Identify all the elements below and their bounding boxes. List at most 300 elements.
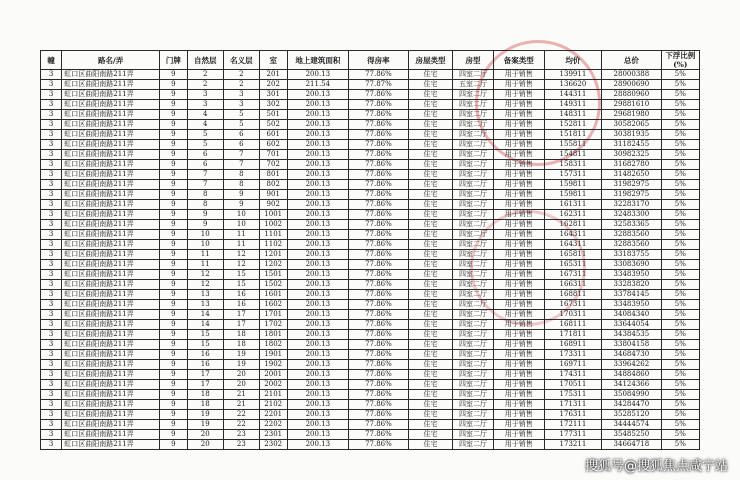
table-cell: 30982325 (602, 150, 662, 160)
table-cell: 9 (160, 360, 188, 370)
table-row (41, 210, 700, 220)
table-cell: 30381935 (602, 130, 662, 140)
table-cell: 虹口区曲阳南路211弄 (62, 70, 160, 80)
table-cell: 77.86% (349, 100, 409, 110)
table-cell: 77.86% (349, 260, 409, 270)
table-cell: 200.13 (287, 70, 349, 80)
table-cell: 77.87% (349, 80, 409, 90)
table-cell: 用于销售 (493, 350, 544, 360)
table-cell: 28000388 (602, 70, 662, 80)
table-cell: 住宅 (408, 260, 453, 270)
table-cell: 9 (223, 200, 259, 210)
table-cell: 161311 (544, 200, 601, 210)
table-cell: 用于销售 (493, 130, 544, 140)
table-cell: 77.86% (349, 370, 409, 380)
table-cell: 2 (187, 70, 223, 80)
table-cell: 164311 (544, 240, 601, 250)
table-cell: 住宅 (408, 150, 453, 160)
table-cell: 77.86% (349, 160, 409, 170)
table-cell: 用于销售 (493, 160, 544, 170)
table-cell: 5% (661, 430, 699, 440)
table-cell: 139911 (544, 70, 601, 80)
table-cell: 5% (661, 300, 699, 310)
table-cell: 5% (661, 270, 699, 280)
table-cell: 虹口区曲阳南路211弄 (62, 240, 160, 250)
table-cell: 用于销售 (493, 360, 544, 370)
table-cell: 5% (661, 310, 699, 320)
table-cell: 3 (187, 90, 223, 100)
table-cell: 5% (661, 90, 699, 100)
table-row (41, 390, 700, 400)
table-cell: 5% (661, 160, 699, 170)
table-cell: 20 (187, 430, 223, 440)
table-cell: 20 (223, 380, 259, 390)
table-cell: 用于销售 (493, 430, 544, 440)
table-cell: 601 (259, 130, 287, 140)
table-row (41, 260, 700, 270)
table-cell: 住宅 (408, 80, 453, 90)
table-cell: 用于销售 (493, 330, 544, 340)
table-cell: 77.86% (349, 280, 409, 290)
table-cell: 171811 (544, 330, 601, 340)
table-row (41, 70, 700, 80)
table-cell: 200.13 (287, 90, 349, 100)
table-cell: 5% (661, 200, 699, 210)
table-cell: 17 (187, 370, 223, 380)
column-header: 房型 (453, 51, 493, 70)
table-cell: 虹口区曲阳南路211弄 (62, 300, 160, 310)
table-row (41, 280, 700, 290)
table-cell: 虹口区曲阳南路211弄 (62, 370, 160, 380)
table-row (41, 290, 700, 300)
table-cell: 77.86% (349, 170, 409, 180)
table-cell: 136620 (544, 80, 601, 90)
table-cell: 154811 (544, 150, 601, 160)
table-cell: 168111 (544, 320, 601, 330)
table-cell: 167311 (544, 300, 601, 310)
table-cell: 3 (41, 380, 62, 390)
table-cell: 200.13 (287, 200, 349, 210)
table-cell: 用于销售 (493, 210, 544, 220)
table-cell: 虹口区曲阳南路211弄 (62, 140, 160, 150)
table-cell: 152811 (544, 120, 601, 130)
table-row (41, 220, 700, 230)
table-cell: 155811 (544, 140, 601, 150)
table-cell: 四室二厅 (453, 100, 493, 110)
table-row (41, 130, 700, 140)
table-cell: 17 (187, 380, 223, 390)
table-cell: 144311 (544, 90, 601, 100)
table-cell: 9 (187, 220, 223, 230)
table-cell: 住宅 (408, 140, 453, 150)
column-header: 路名/弄 (62, 51, 160, 70)
table-cell: 5% (661, 340, 699, 350)
table-cell: 77.86% (349, 90, 409, 100)
column-header: 均价 (544, 51, 601, 70)
table-cell: 3 (223, 100, 259, 110)
table-cell: 用于销售 (493, 170, 544, 180)
table-cell: 四室二厅 (453, 430, 493, 440)
table-cell: 四室二厅 (453, 160, 493, 170)
table-cell: 5% (661, 440, 699, 450)
table-cell: 200.13 (287, 330, 349, 340)
table-cell: 77.86% (349, 350, 409, 360)
table-cell: 9 (160, 280, 188, 290)
table-row (41, 430, 700, 440)
table-cell: 200.13 (287, 380, 349, 390)
table-cell: 虹口区曲阳南路211弄 (62, 390, 160, 400)
table-cell: 5% (661, 260, 699, 270)
table-cell: 1601 (259, 290, 287, 300)
table-cell: 四室二厅 (453, 190, 493, 200)
table-cell: 77.86% (349, 150, 409, 160)
table-cell: 虹口区曲阳南路211弄 (62, 110, 160, 120)
table-cell: 虹口区曲阳南路211弄 (62, 430, 160, 440)
table-cell: 3 (41, 250, 62, 260)
table-cell: 1002 (259, 220, 287, 230)
column-header: 幢 (41, 51, 62, 70)
table-cell: 住宅 (408, 90, 453, 100)
table-cell: 5% (661, 380, 699, 390)
table-cell: 22 (223, 410, 259, 420)
table-cell: 3 (41, 400, 62, 410)
table-cell: 3 (41, 310, 62, 320)
table-cell: 住宅 (408, 320, 453, 330)
table-cell: 32283170 (602, 200, 662, 210)
table-cell: 31982975 (602, 180, 662, 190)
table-cell: 9 (160, 190, 188, 200)
table-cell: 77.86% (349, 400, 409, 410)
table-cell: 165311 (544, 260, 601, 270)
table-cell: 住宅 (408, 250, 453, 260)
table-cell: 200.13 (287, 430, 349, 440)
table-cell: 23 (223, 430, 259, 440)
table-cell: 16 (187, 360, 223, 370)
table-cell: 5% (661, 130, 699, 140)
table-cell: 200.13 (287, 260, 349, 270)
table-cell: 165811 (544, 250, 601, 260)
table-cell: 1501 (259, 270, 287, 280)
table-row (41, 330, 700, 340)
table-cell: 5% (661, 100, 699, 110)
table-cell: 住宅 (408, 380, 453, 390)
table-cell: 9 (160, 120, 188, 130)
table-cell: 用于销售 (493, 270, 544, 280)
table-cell: 9 (160, 220, 188, 230)
column-header: 自然层 (187, 51, 223, 70)
table-cell: 9 (160, 130, 188, 140)
table-cell: 1102 (259, 240, 287, 250)
table-cell: 四室二厅 (453, 340, 493, 350)
table-cell: 9 (160, 390, 188, 400)
table-cell: 11 (187, 250, 223, 260)
table-cell: 5% (661, 250, 699, 260)
table-cell: 77.86% (349, 140, 409, 150)
table-cell: 8 (187, 190, 223, 200)
table-cell: 9 (160, 370, 188, 380)
table-cell: 3 (41, 420, 62, 430)
table-cell: 77.86% (349, 410, 409, 420)
table-cell: 虹口区曲阳南路211弄 (62, 420, 160, 430)
table-cell: 8 (187, 200, 223, 210)
table-cell: 1702 (259, 320, 287, 330)
table-cell: 四室二厅 (453, 350, 493, 360)
table-cell: 10 (187, 230, 223, 240)
table-cell: 159811 (544, 190, 601, 200)
table-cell: 四室二厅 (453, 150, 493, 160)
table-cell: 12 (223, 260, 259, 270)
table-cell: 2 (223, 80, 259, 90)
watermark-text: 搜狐号@搜狐焦点咸宁站 (584, 459, 728, 474)
table-cell: 3 (41, 240, 62, 250)
table-cell: 用于销售 (493, 400, 544, 410)
table-cell: 用于销售 (493, 110, 544, 120)
table-cell: 虹口区曲阳南路211弄 (62, 310, 160, 320)
table-cell: 四室二厅 (453, 220, 493, 230)
table-cell: 用于销售 (493, 300, 544, 310)
table-cell: 33483950 (602, 300, 662, 310)
table-cell: 29681980 (602, 110, 662, 120)
table-cell: 虹口区曲阳南路211弄 (62, 410, 160, 420)
table-cell: 158311 (544, 160, 601, 170)
table-cell: 住宅 (408, 130, 453, 140)
table-cell: 3 (41, 350, 62, 360)
table-cell: 虹口区曲阳南路211弄 (62, 440, 160, 450)
table-cell: 虹口区曲阳南路211弄 (62, 330, 160, 340)
table-cell: 200.13 (287, 180, 349, 190)
table-cell: 3 (41, 130, 62, 140)
table-row (41, 270, 700, 280)
table-cell: 3 (41, 160, 62, 170)
table-cell: 1602 (259, 300, 287, 310)
table-cell: 9 (160, 410, 188, 420)
table-cell: 200.13 (287, 250, 349, 260)
table-row (41, 360, 700, 370)
table-cell: 32883560 (602, 240, 662, 250)
table-cell: 10 (223, 210, 259, 220)
table-cell: 四室二厅 (453, 180, 493, 190)
table-cell: 住宅 (408, 430, 453, 440)
table-cell: 3 (41, 440, 62, 450)
table-cell: 10 (187, 240, 223, 250)
column-header: 名义层 (223, 51, 259, 70)
table-cell: 5% (661, 210, 699, 220)
table-cell: 四室二厅 (453, 210, 493, 220)
table-cell: 虹口区曲阳南路211弄 (62, 100, 160, 110)
table-cell: 77.86% (349, 220, 409, 230)
table-cell: 34124366 (602, 380, 662, 390)
table-cell: 四室二厅 (453, 90, 493, 100)
table-cell: 3 (41, 100, 62, 110)
table-cell: 虹口区曲阳南路211弄 (62, 380, 160, 390)
table-cell: 1701 (259, 310, 287, 320)
table-cell: 200.13 (287, 210, 349, 220)
table-row (41, 180, 700, 190)
table-cell: 15 (223, 280, 259, 290)
table-cell: 77.86% (349, 420, 409, 430)
table-cell: 15 (223, 270, 259, 280)
table-cell: 18 (223, 330, 259, 340)
table-cell: 虹口区曲阳南路211弄 (62, 270, 160, 280)
table-cell: 用于销售 (493, 70, 544, 80)
table-cell: 2002 (259, 380, 287, 390)
table-cell: 12 (223, 250, 259, 260)
table-cell: 虹口区曲阳南路211弄 (62, 220, 160, 230)
table-cell: 四室二厅 (453, 70, 493, 80)
table-cell: 200.13 (287, 400, 349, 410)
table-cell: 200.13 (287, 170, 349, 180)
table-cell: 用于销售 (493, 310, 544, 320)
table-cell: 5% (661, 230, 699, 240)
table-cell: 住宅 (408, 440, 453, 450)
table-cell: 302 (259, 100, 287, 110)
table-cell: 住宅 (408, 70, 453, 80)
table-cell: 200.13 (287, 240, 349, 250)
table-cell: 住宅 (408, 270, 453, 280)
table-cell: 7 (187, 180, 223, 190)
table-row (41, 110, 700, 120)
table-cell: 3 (41, 80, 62, 90)
table-cell: 172111 (544, 420, 601, 430)
table-cell: 2 (187, 80, 223, 90)
table-cell: 9 (160, 140, 188, 150)
table-cell: 34444574 (602, 420, 662, 430)
table-cell: 5% (661, 220, 699, 230)
table-cell: 177311 (544, 430, 601, 440)
table-cell: 77.86% (349, 70, 409, 80)
table-cell: 用于销售 (493, 80, 544, 90)
table-cell: 501 (259, 110, 287, 120)
table-cell: 9 (160, 260, 188, 270)
table-cell: 5% (661, 360, 699, 370)
table-cell: 77.86% (349, 330, 409, 340)
table-cell: 200.13 (287, 120, 349, 130)
table-cell: 9 (160, 240, 188, 250)
table-cell: 166311 (544, 280, 601, 290)
table-cell: 用于销售 (493, 100, 544, 110)
table-cell: 虹口区曲阳南路211弄 (62, 260, 160, 270)
table-cell: 200.13 (287, 150, 349, 160)
table-cell: 用于销售 (493, 290, 544, 300)
table-cell: 9 (160, 230, 188, 240)
table-cell: 801 (259, 170, 287, 180)
table-cell: 四室二厅 (453, 390, 493, 400)
table-cell: 18 (187, 400, 223, 410)
table-cell: 住宅 (408, 340, 453, 350)
table-cell: 住宅 (408, 350, 453, 360)
table-cell: 四室二厅 (453, 300, 493, 310)
table-cell: 200.13 (287, 280, 349, 290)
table-cell: 34884860 (602, 370, 662, 380)
table-cell: 162311 (544, 210, 601, 220)
table-cell: 148311 (544, 110, 601, 120)
table-row (41, 150, 700, 160)
table-cell: 14 (187, 310, 223, 320)
column-header: 门牌 (160, 51, 188, 70)
table-cell: 200.13 (287, 110, 349, 120)
table-cell: 200.13 (287, 320, 349, 330)
table-cell: 3 (41, 340, 62, 350)
table-cell: 1901 (259, 350, 287, 360)
table-cell: 四室二厅 (453, 130, 493, 140)
table-cell: 四室二厅 (453, 260, 493, 270)
table-cell: 30582065 (602, 120, 662, 130)
table-cell: 19 (187, 420, 223, 430)
table-cell: 9 (160, 420, 188, 430)
table-cell: 5% (661, 290, 699, 300)
table-cell: 5 (223, 110, 259, 120)
table-row (41, 190, 700, 200)
table-row (41, 350, 700, 360)
table-cell: 5% (661, 370, 699, 380)
table-cell: 2302 (259, 440, 287, 450)
table-cell: 32483300 (602, 210, 662, 220)
table-row (41, 80, 700, 90)
table-cell: 用于销售 (493, 250, 544, 260)
table-cell: 5% (661, 140, 699, 150)
table-cell: 11 (187, 260, 223, 270)
table-cell: 157311 (544, 170, 601, 180)
table-cell: 2101 (259, 390, 287, 400)
table-cell: 11 (223, 230, 259, 240)
table-cell: 5 (187, 130, 223, 140)
table-cell: 虹口区曲阳南路211弄 (62, 120, 160, 130)
table-cell: 6 (187, 150, 223, 160)
table-cell: 5% (661, 150, 699, 160)
table-cell: 用于销售 (493, 420, 544, 430)
table-cell: 9 (160, 110, 188, 120)
table-cell: 3 (41, 150, 62, 160)
table-cell: 住宅 (408, 220, 453, 230)
table-cell: 176311 (544, 410, 601, 420)
table-cell: 四室二厅 (453, 240, 493, 250)
table-cell: 2201 (259, 410, 287, 420)
column-header: 房屋类型 (408, 51, 453, 70)
table-cell: 用于销售 (493, 240, 544, 250)
table-cell: 22 (223, 420, 259, 430)
table-cell: 用于销售 (493, 180, 544, 190)
table-cell: 住宅 (408, 160, 453, 170)
table-cell: 9 (160, 340, 188, 350)
table-cell: 1001 (259, 210, 287, 220)
table-row (41, 240, 700, 250)
table-cell: 8 (223, 170, 259, 180)
table-cell: 住宅 (408, 200, 453, 210)
table-cell: 5% (661, 170, 699, 180)
table-row (41, 310, 700, 320)
table-cell: 19 (223, 360, 259, 370)
table-cell: 200.13 (287, 140, 349, 150)
price-list-table (40, 50, 700, 450)
table-cell: 用于销售 (493, 410, 544, 420)
table-cell: 3 (41, 280, 62, 290)
table-cell: 四室二厅 (453, 310, 493, 320)
table-cell: 6 (223, 140, 259, 150)
table-cell: 虹口区曲阳南路211弄 (62, 190, 160, 200)
table-cell: 住宅 (408, 230, 453, 240)
table-row (41, 100, 700, 110)
table-cell: 虹口区曲阳南路211弄 (62, 180, 160, 190)
table-cell: 9 (160, 430, 188, 440)
table-cell: 2102 (259, 400, 287, 410)
table-cell: 33283820 (602, 280, 662, 290)
table-cell: 5% (661, 120, 699, 130)
table-cell: 虹口区曲阳南路211弄 (62, 250, 160, 260)
table-cell: 用于销售 (493, 200, 544, 210)
column-header: 地上建筑面积 (287, 51, 349, 70)
table-cell: 33784145 (602, 290, 662, 300)
table-row (41, 340, 700, 350)
